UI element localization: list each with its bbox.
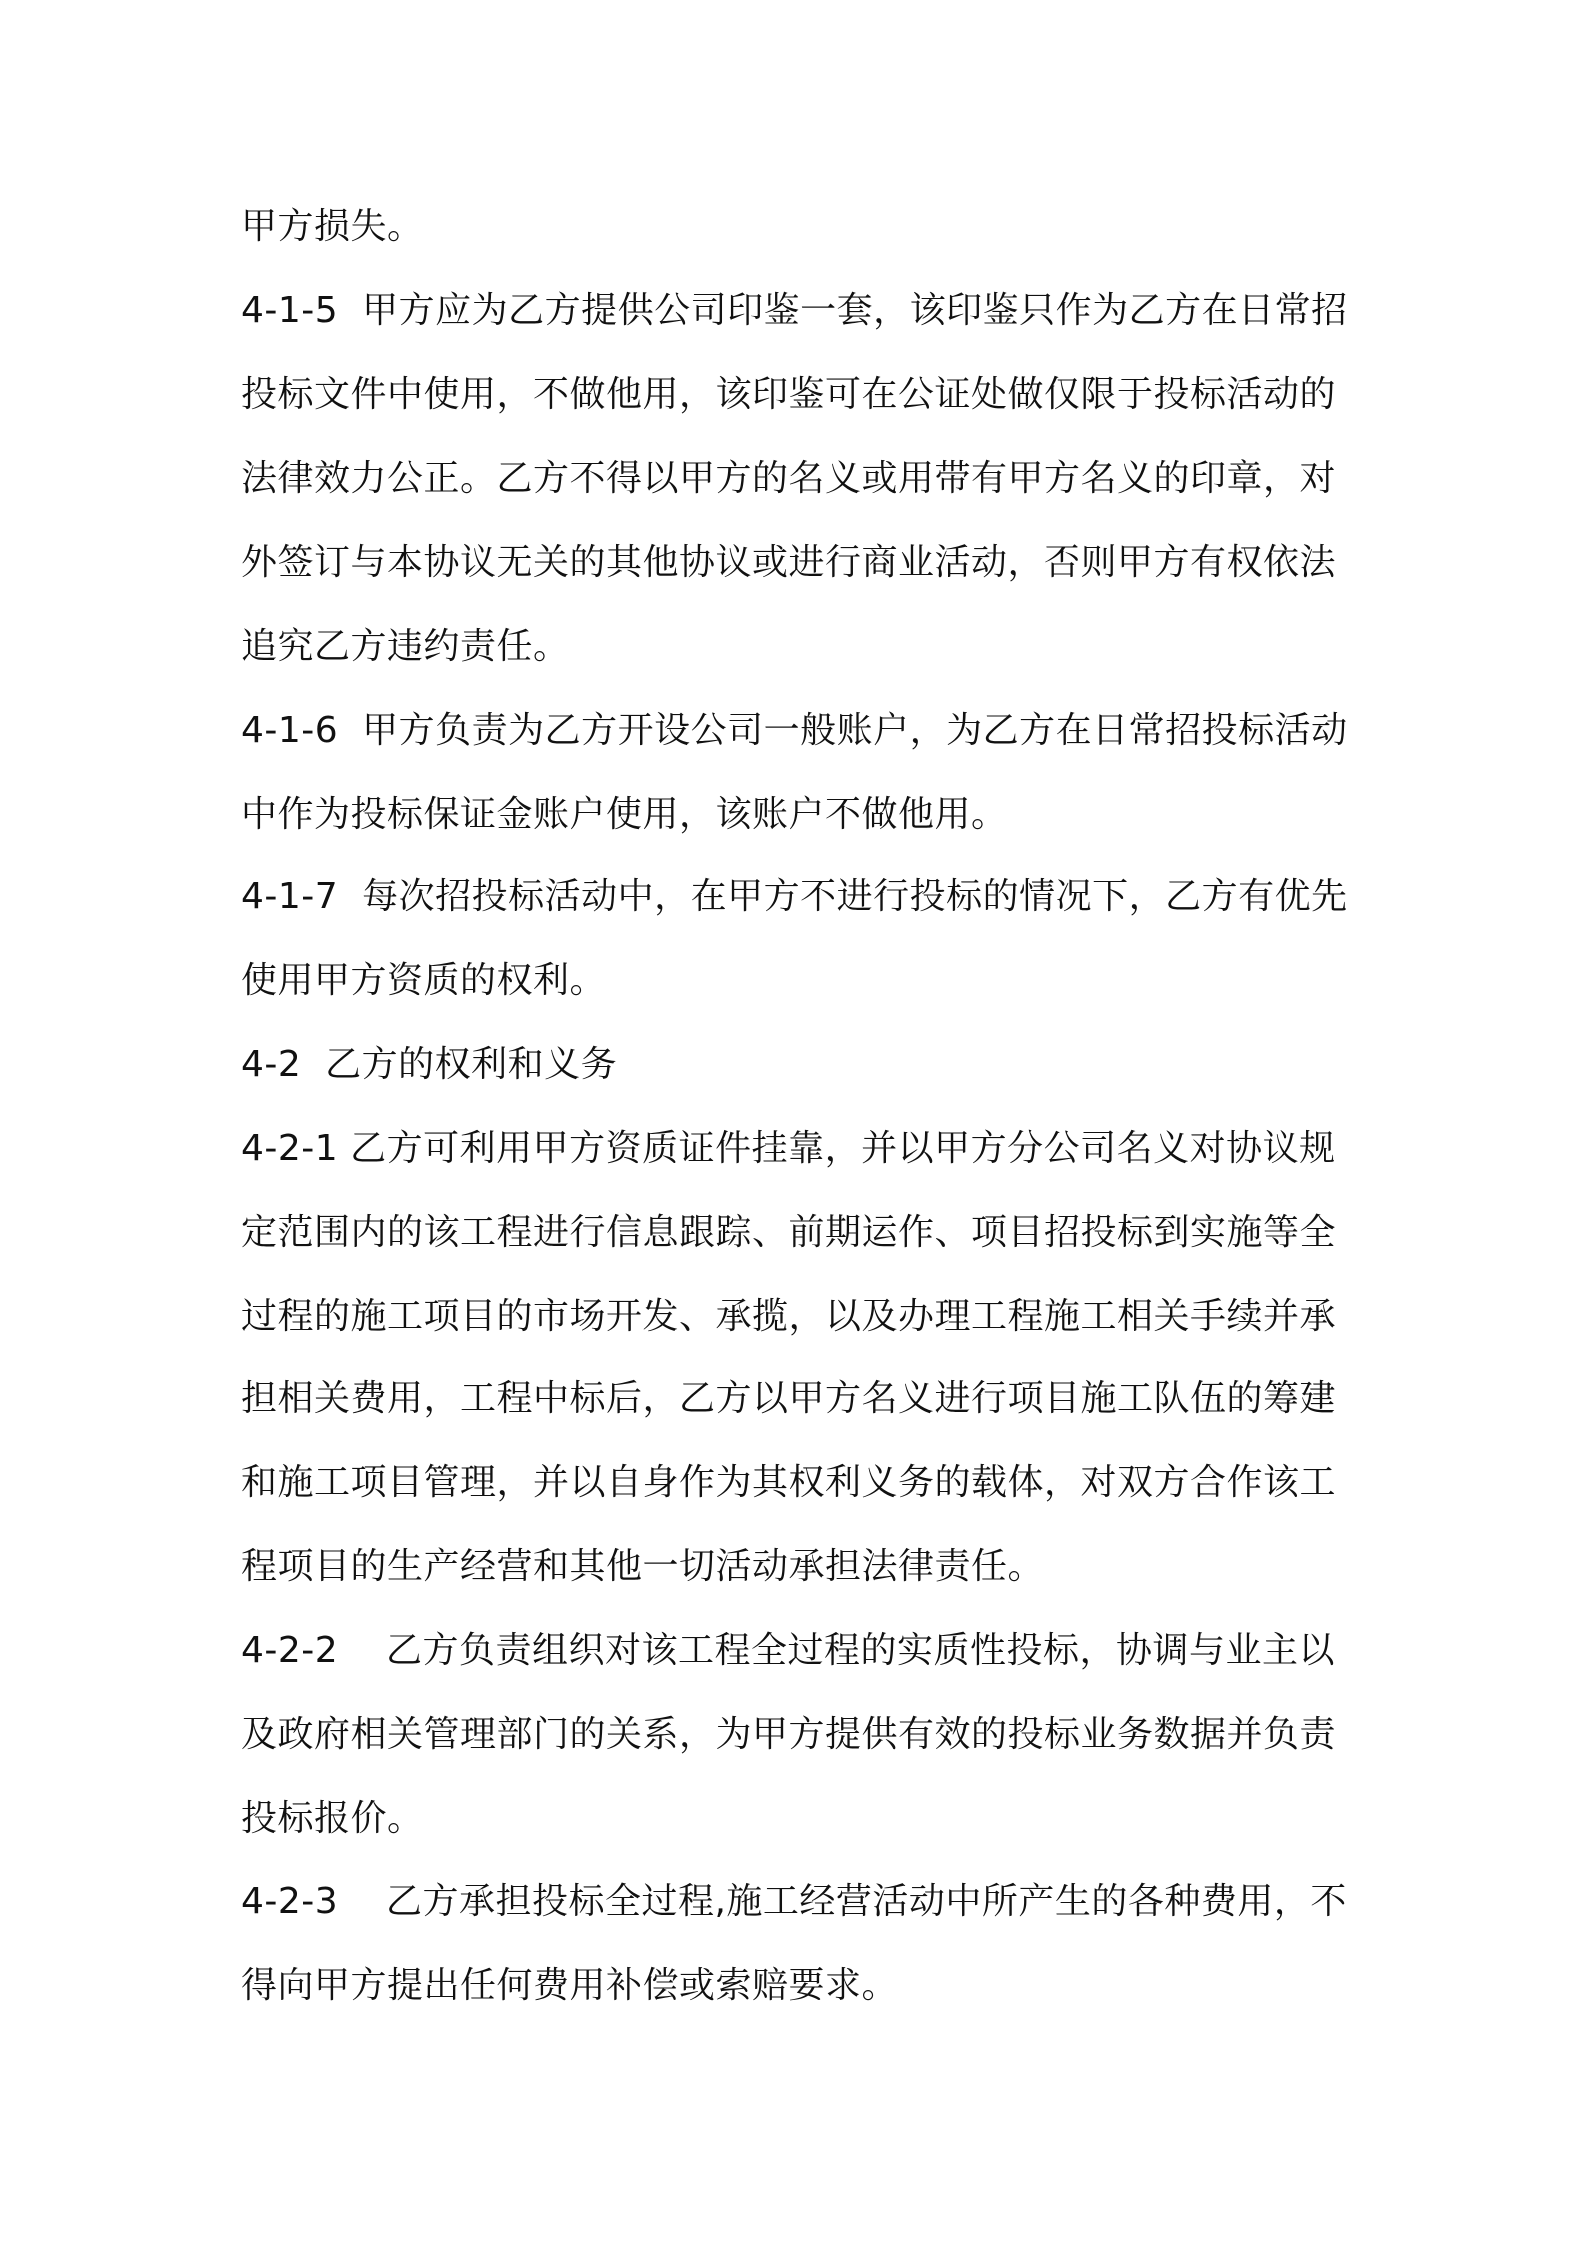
text-line: 过程的施工项目的市场开发、承揽，以及办理工程施工相关手续并承 [241,1296,1337,1337]
text-line: 定范围内的该工程进行信息跟踪、前期运作、项目招投标到实施等全 [241,1212,1337,1253]
text-line: 程项目的生产经营和其他一切活动承担法律责任。 [241,1546,1045,1587]
text-line: 投标报价。 [241,1798,424,1839]
text-line: 担相关费用，工程中标后，乙方以甲方名义进行项目施工队伍的筹建 [241,1378,1337,1419]
text-line: 追究乙方违约责任。 [241,626,570,667]
text-line: 得向甲方提出任何费用补偿或索赔要求。 [241,1965,899,2006]
text-line: 4-2-2 乙方负责组织对该工程全过程的实质性投标，协调与业主以 [241,1630,1335,1671]
text-line: 甲方损失。 [241,206,424,247]
text-line: 法律效力公正。乙方不得以甲方的名义或用带有甲方名义的印章，对 [241,458,1337,499]
text-line: 4-2-3 乙方承担投标全过程,施工经营活动中所产生的各种费用，不 [241,1881,1347,1922]
text-line: 4-2-1 乙方可利用甲方资质证件挂靠，并以甲方分公司名义对协议规 [241,1128,1336,1169]
text-line: 中作为投标保证金账户使用，该账户不做他用。 [241,794,1008,835]
text-line: 外签订与本协议无关的其他协议或进行商业活动，否则甲方有权依法 [241,542,1337,583]
text-line: 4-1-6 甲方负责为乙方开设公司一般账户，为乙方在日常招投标活动 [241,710,1348,751]
text-line: 使用甲方资质的权利。 [241,960,607,1001]
text-line: 及政府相关管理部门的关系，为甲方提供有效的投标业务数据并负责 [241,1714,1337,1755]
section-heading: 4-2 乙方的权利和义务 [241,1044,618,1085]
text-line: 投标文件中使用，不做他用，该印鉴可在公证处做仅限于投标活动的 [241,374,1337,415]
text-line: 和施工项目管理，并以自身作为其权利义务的载体，对双方合作该工 [241,1462,1337,1503]
text-line: 4-1-7 每次招投标活动中，在甲方不进行投标的情况下，乙方有优先 [241,876,1348,917]
text-line: 4-1-5 甲方应为乙方提供公司印鉴一套，该印鉴只作为乙方在日常招 [241,290,1348,331]
